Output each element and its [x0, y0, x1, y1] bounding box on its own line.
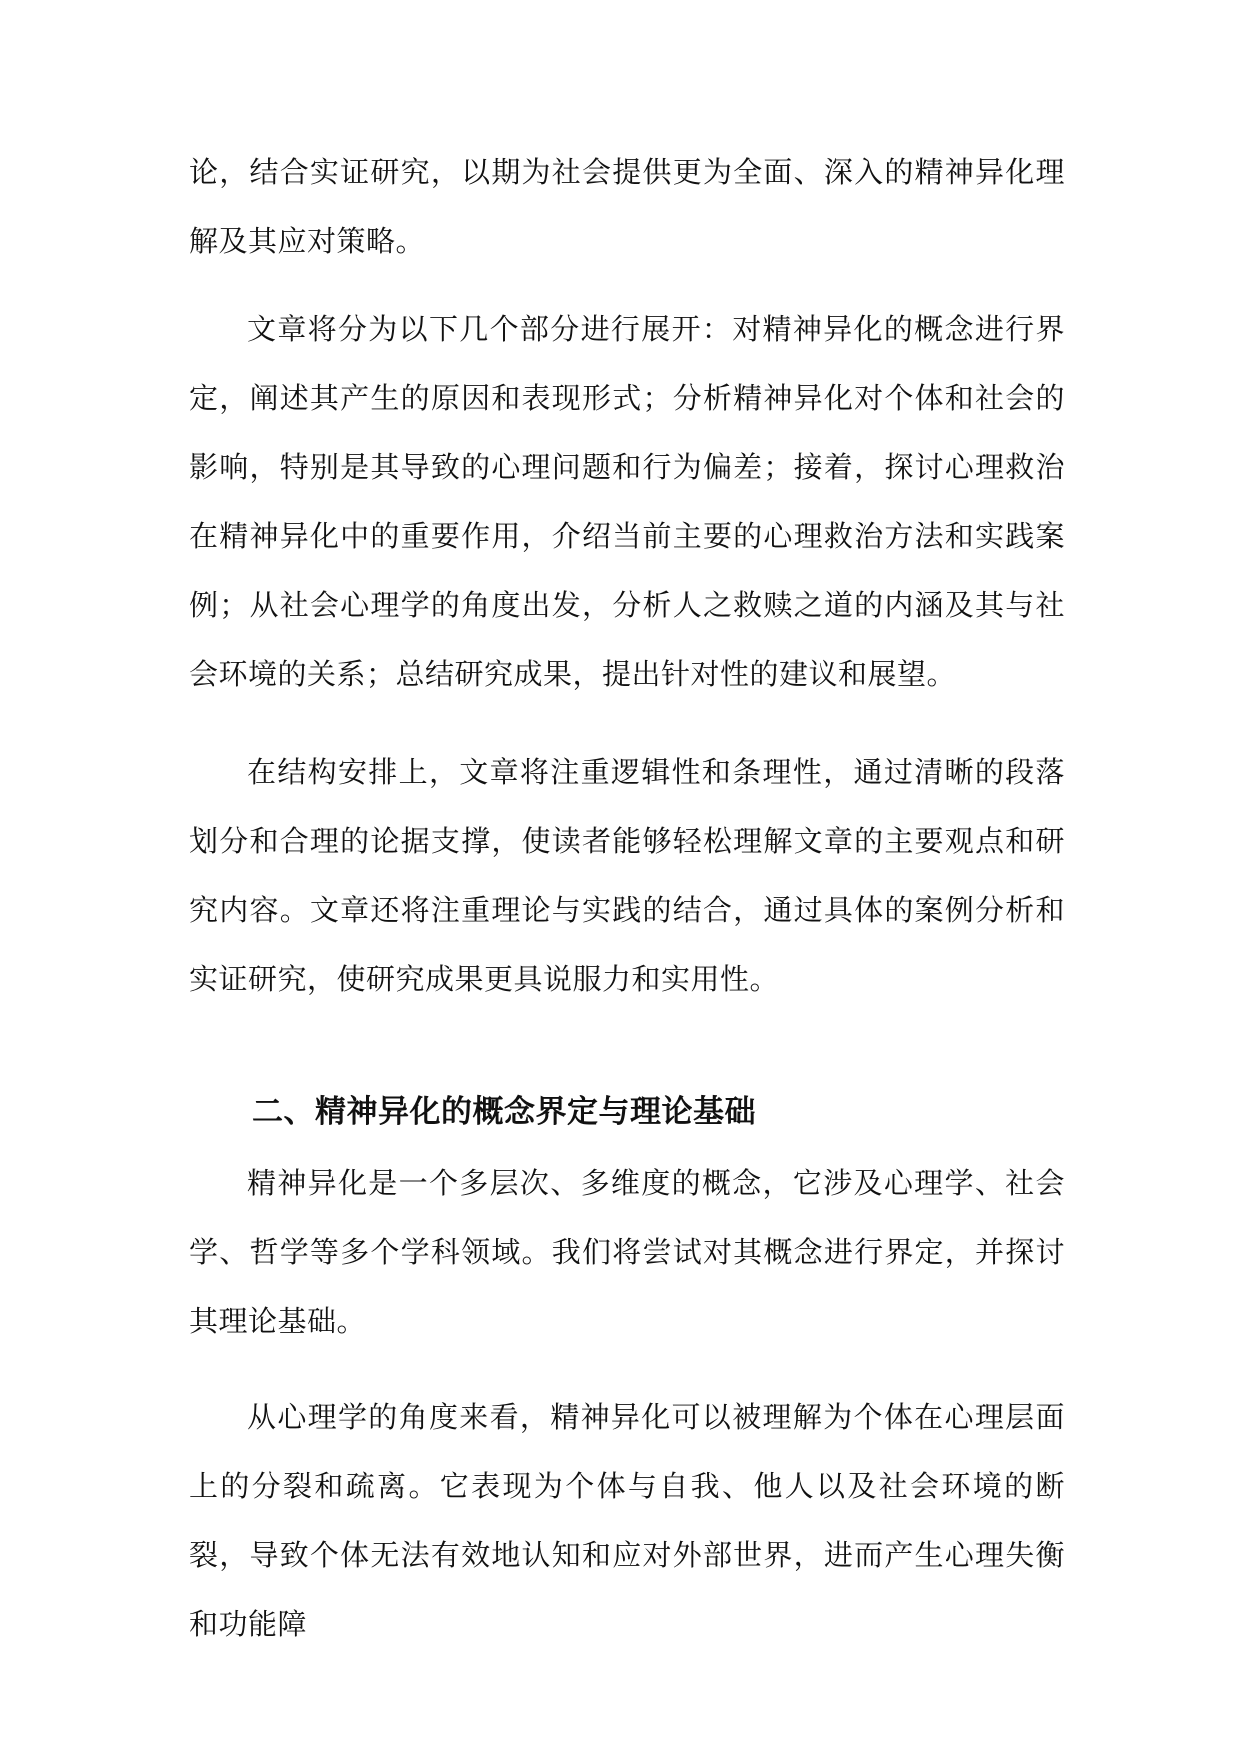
section-heading: 二、精神异化的概念界定与理论基础: [252, 1094, 756, 1130]
paragraph-continuation: 论，结合实证研究，以期为社会提供更为全面、深入的精神异化理解及其应对策略。: [189, 155, 1065, 258]
paragraph-concept-intro: 精神异化是一个多层次、多维度的概念，它涉及心理学、社会学、哲学等多个学科领域。我们将尝试对其概念进行界定，并探讨其理论基础。: [189, 1166, 1065, 1338]
paragraph-psychology-view: 从心理学的角度来看，精神异化可以被理解为个体在心理层面上的分裂和疏离。它表现为个体与自我、他人以及社会环境的断裂，导致个体无法有效地认知和应对外部世界，进而产生心理失衡和功能障: [189, 1400, 1065, 1641]
paragraph-article-outline: 文章将分为以下几个部分进行展开：对精神异化的概念进行界定，阐述其产生的原因和表现形式；分析精神异化对个体和社会的影响，特别是其导致的心理问题和行为偏差；接着，探讨心理救治在精神异化中的重要作用，介绍当前主要的心理救治方法和实践案例；从社会心理学的角度出发，分析人之救赎之道的内涵及其与社会环境的关系；总结研究成果，提出针对性的建议和展望。: [189, 312, 1065, 691]
paragraph-structure-arrangement: 在结构安排上，文章将注重逻辑性和条理性，通过清晰的段落划分和合理的论据支撑，使读者能够轻松理解文章的主要观点和研究内容。文章还将注重理论与实践的结合，通过具体的案例分析和实证研究，使研究成果更具说服力和实用性。: [189, 755, 1065, 996]
